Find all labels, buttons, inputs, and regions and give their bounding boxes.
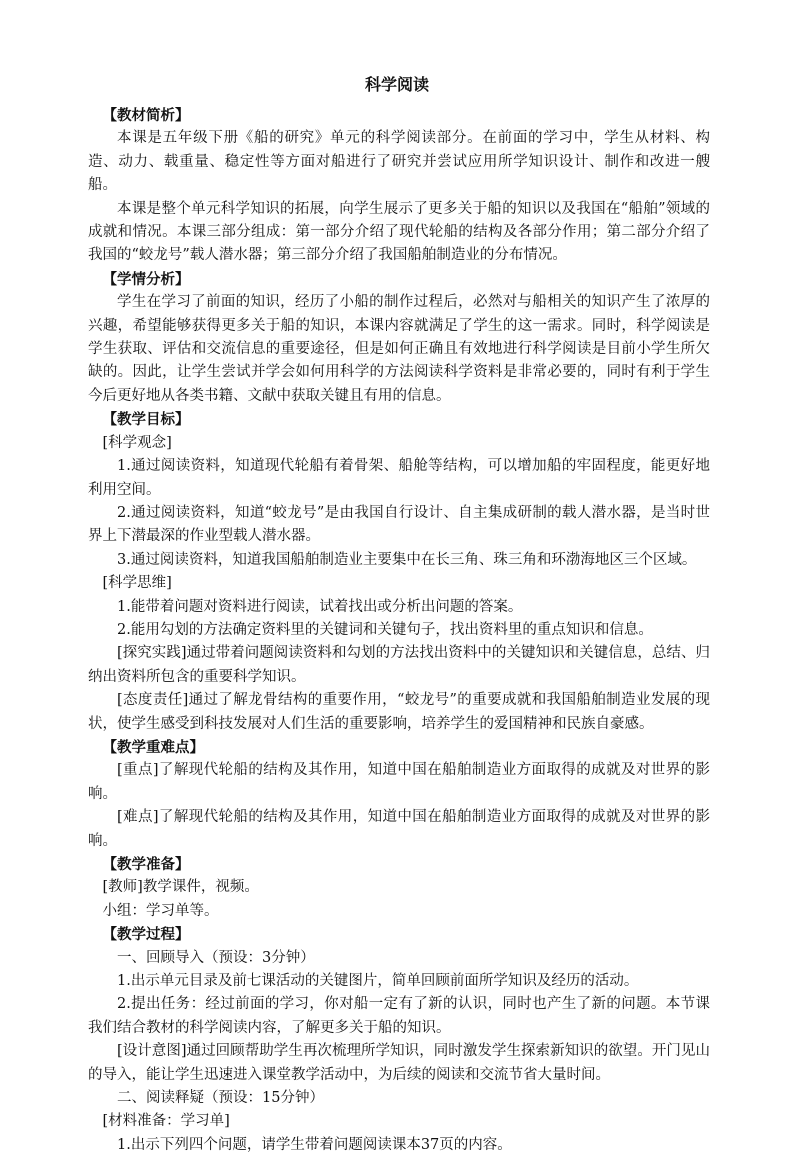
paragraph: 本课是整个单元科学知识的拓展，向学生展示了更多关于船的知识以及我国在“船舶”领域的成就和情况。本课三部分组成：第一部分介绍了现代轮船的结构及各部分作用；第二部分介绍了我国的“蛟龙号”载人潜水器；第三部分介绍了我国船舶制造业的分布情况。 xyxy=(88,200,710,264)
paragraph: 1.能带着问题对资料进行阅读，试着找出或分析出问题的答案。 xyxy=(117,598,523,615)
page-title: 科学阅读 xyxy=(364,75,429,94)
paragraph: 2.能用勾划的方法确定资料里的关键词和关键句子，找出资料里的重点知识和信息。 xyxy=(117,621,653,638)
section-heading: 【教学过程】 xyxy=(102,926,190,944)
bracket-line: [教师]教学课件，视频。 xyxy=(102,879,259,896)
paragraph: 二、阅读释疑（预设：15分钟） xyxy=(117,1090,324,1107)
paragraph: 本课是五年级下册《船的研究》单元的科学阅读部分。在前面的学习中，学生从材料、构造、动力、载重量、稳定性等方面对船进行了研究并尝试应用所学知识设计、制作和改进一艘船。 xyxy=(88,130,710,194)
section-heading: 【教材简析】 xyxy=(102,107,190,124)
paragraph: [态度责任]通过了解龙骨结构的重要作用，“蛟龙号”的重要成就和我国船舶制造业发展的现状，使学生感受到科技发展对人们生活的重要影响，培养学生的爱国精神和民族自豪感。 xyxy=(88,692,710,732)
bracket-line: 小组：学习单等。 xyxy=(102,902,219,919)
paragraph: 一、回顾导入（预设：3分钟） xyxy=(117,949,315,966)
section-heading: 【教学准备】 xyxy=(102,856,190,873)
bracket-line: [科学观念] xyxy=(102,434,172,451)
section-heading: 【教学目标】 xyxy=(102,411,190,429)
paragraph: 1.出示单元目录及前七课活动的关键图片，简单回顾前面所学知识及经历的活动。 xyxy=(117,973,639,990)
paragraph: 1.通过阅读资料，知道现代轮船有着骨架、船舱等结构，可以增加船的牢固程度，能更好地利用空间。 xyxy=(88,458,710,498)
paragraph: 学生在学习了前面的知识，经历了小船的制作过程后，必然对与船相关的知识产生了浓厚的兴趣，希望能够获得更多关于船的知识，本课内容就满足了学生的这一需求。同时，科学阅读是学生获取、评估和交流信息的重要途径，但是如何正确且有效地进行科学阅读是目前小学生所欠缺的。因此，让学生尝试并学会如何用科学的方法阅读科学资料是非常必要的，同时有利于学生今后更好地从各类书籍、文献中获取关键且有用的信息。 xyxy=(88,294,710,404)
paragraph: [设计意图]通过回顾帮助学生再次梳理所学知识，同时激发学生探索新知识的欲望。开门见山的导入，能让学生迅速进入课堂教学活动中，为后续的阅读和交流节省大量时间。 xyxy=(88,1043,710,1083)
paragraph: 2.提出任务：经过前面的学习，你对船一定有了新的认识，同时也产生了新的问题。本节课我们结合教材的科学阅读内容，了解更多关于船的知识。 xyxy=(88,996,710,1036)
paragraph: 3.通过阅读资料，知道我国船舶制造业主要集中在长三角、珠三角和环渤海地区三个区域。 xyxy=(117,551,697,568)
paragraph: [难点]了解现代轮船的结构及其作用，知道中国在船舶制造业方面取得的成就及对世界的影响。 xyxy=(88,809,710,849)
paragraph: 1.出示下列四个问题，请学生带着问题阅读课本37页的内容。 xyxy=(117,1136,512,1153)
document-body xyxy=(88,104,710,1157)
bracket-line: [科学思维] xyxy=(102,575,172,592)
bracket-line: [材料准备：学习单] xyxy=(102,1113,230,1130)
paragraph: 2.通过阅读资料，知道“蛟龙号”是由我国自行设计、自主集成研制的载人潜水器，是当时世界上下潜最深的作业型载人潜水器。 xyxy=(88,504,710,545)
section-heading: 【教学重难点】 xyxy=(102,738,204,756)
paragraph: [探究实践]通过带着问题阅读资料和勾划的方法找出资料中的关键知识和关键信息，总结、归纳出资料所包含的重要科学知识。 xyxy=(88,645,710,685)
paragraph: [重点]了解现代轮船的结构及其作用，知道中国在船舶制造业方面取得的成就及对世界的影响。 xyxy=(88,762,710,802)
section-heading: 【学情分析】 xyxy=(102,270,190,288)
